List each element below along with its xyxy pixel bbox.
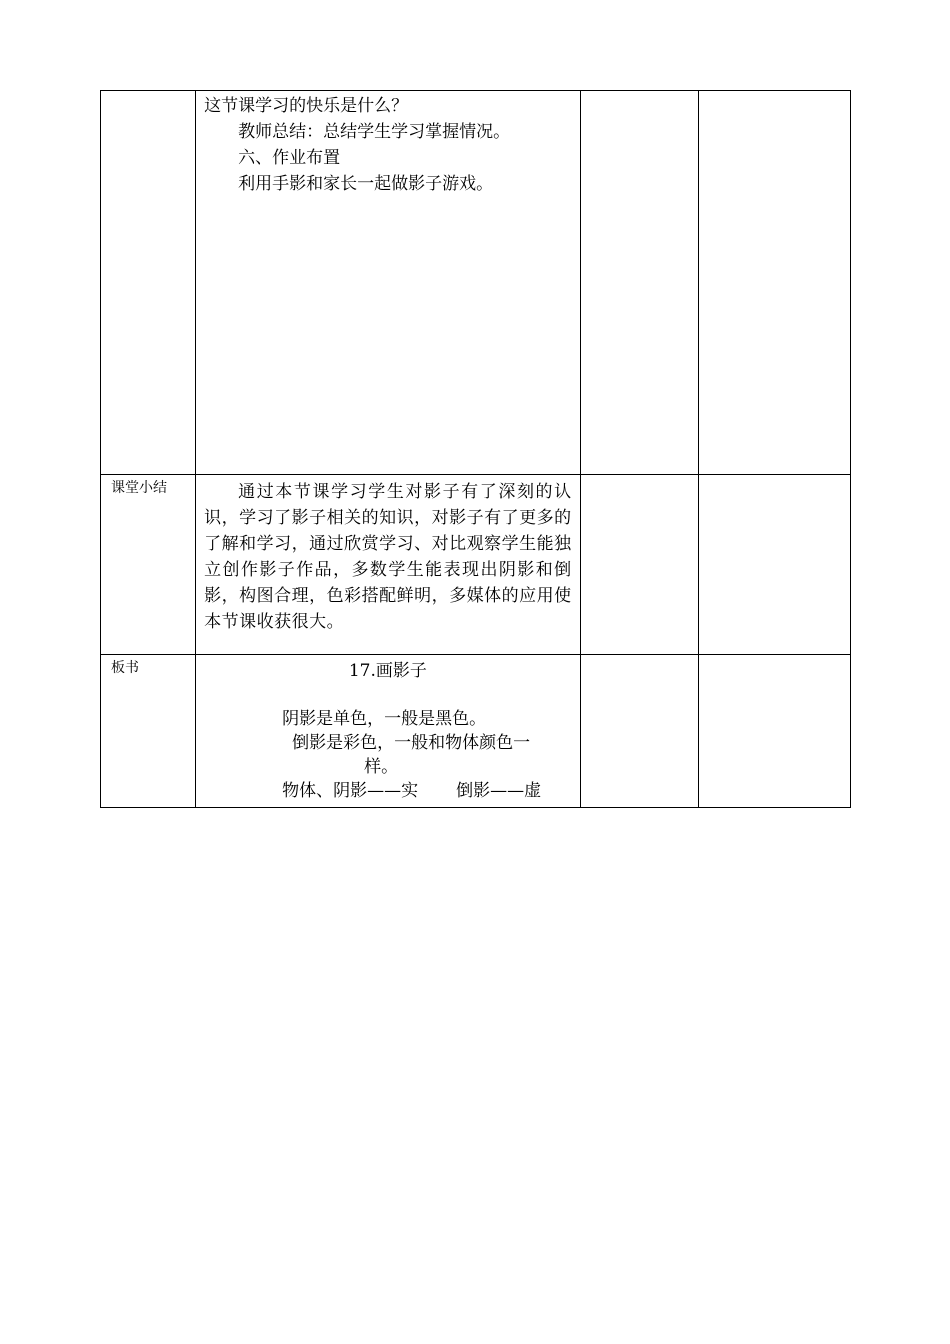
row-label: 板书	[111, 660, 139, 676]
table-row-process	[101, 91, 851, 475]
row-label: 课堂小结	[111, 480, 167, 496]
board-line: 样。	[364, 757, 399, 777]
content-cell	[196, 655, 581, 808]
row-label	[101, 91, 195, 95]
empty-cell	[580, 91, 698, 475]
empty-cell	[698, 91, 850, 475]
summary-paragraph: 通过本节课学习学生对影子有了深刻的认识，学习了影子相关的知识，对影子有了更多的了解和学习，通过欣赏学习、对比观察学生能独立创作影子作品，多数学生能表现出阴影和倒影，构图合理，色彩搭配鲜明，多媒体的应用使本节课收获很大。	[204, 482, 572, 632]
row-label-cell	[101, 655, 196, 808]
content-cell	[196, 91, 581, 475]
table-row-summary	[101, 475, 851, 655]
text-line: 六、作业布置	[238, 148, 341, 168]
empty-cell	[580, 475, 698, 655]
empty-cell	[580, 655, 698, 808]
row-label-cell	[101, 475, 196, 655]
text-line: 这节课学习的快乐是什么？	[204, 96, 409, 116]
board-line: 倒影是彩色，一般和物体颜色一	[292, 733, 531, 753]
row-label-cell	[101, 91, 196, 475]
table-row-blackboard	[101, 655, 851, 808]
empty-cell	[698, 655, 850, 808]
board-title: 17.画影子	[348, 661, 427, 681]
text-line: 利用手影和家长一起做影子游戏。	[238, 174, 494, 194]
board-line: 阴影是单色，一般是黑色。	[282, 709, 487, 729]
board-line	[204, 779, 572, 803]
text-line: 教师总结：总结学生学习掌握情况。	[238, 122, 511, 142]
empty-cell	[698, 475, 850, 655]
board-line-part: 倒影——虚	[456, 781, 542, 801]
content-cell	[196, 475, 581, 655]
lesson-plan-table	[100, 90, 851, 808]
board-line-part: 物体、阴影——实	[282, 781, 419, 801]
